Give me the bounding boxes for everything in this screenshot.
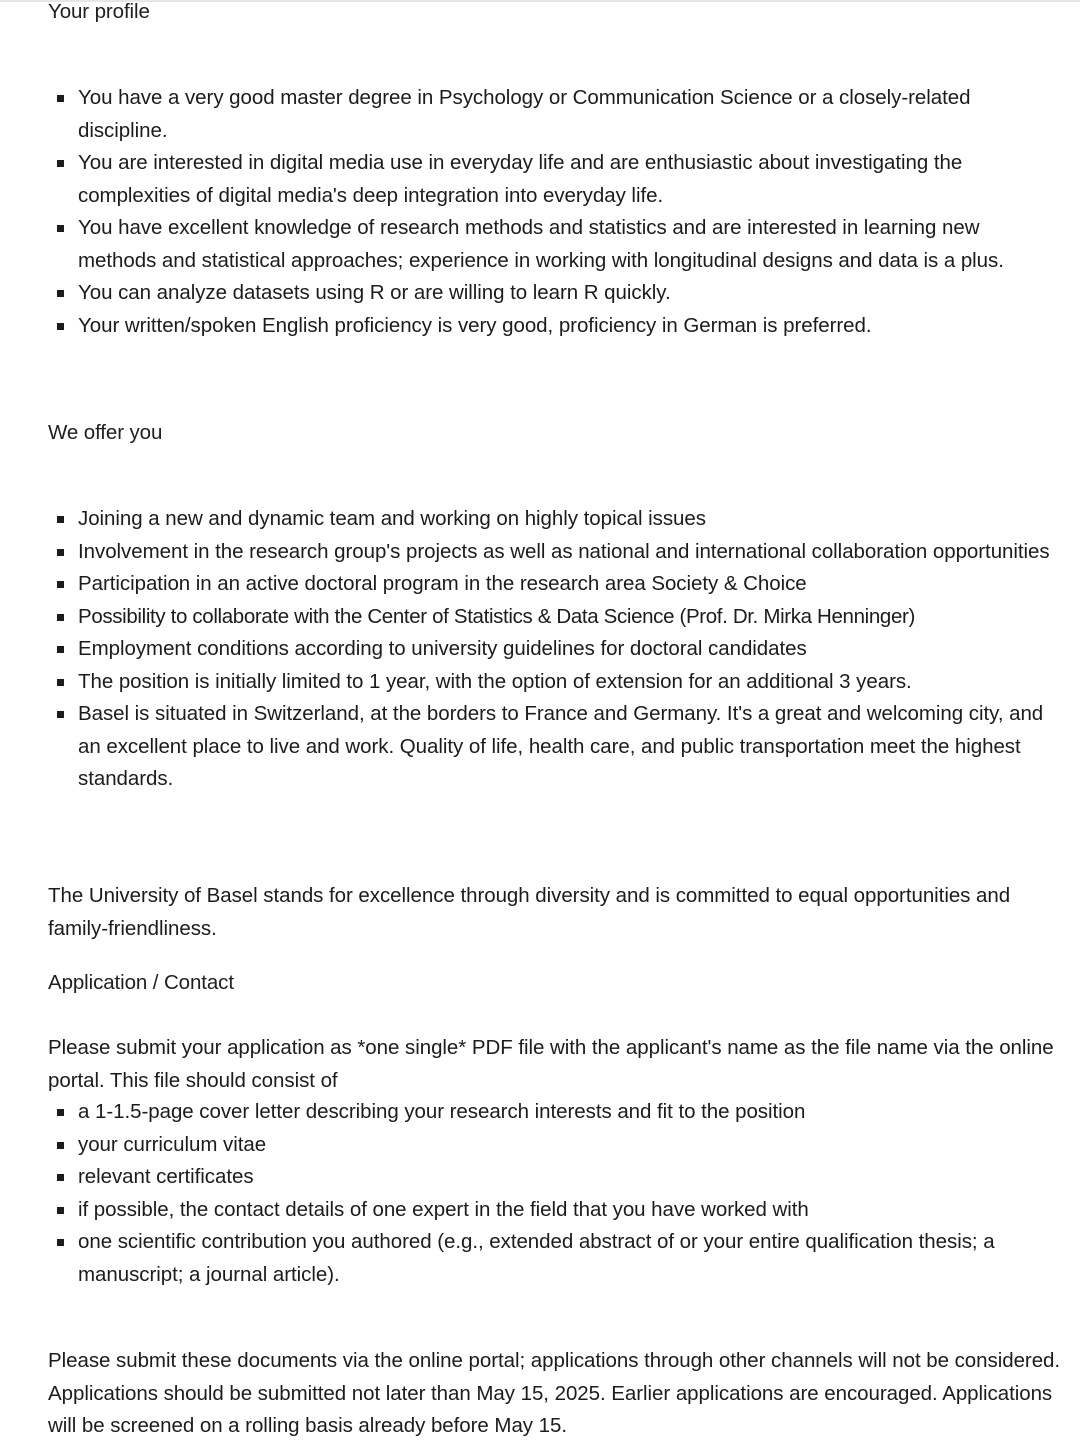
profile-heading: Your profile [48, 0, 150, 23]
application-closing: Please submit these documents via the online portal; applications through other channels will not be considered. Applications should be submitted not later than May 15, 2025. Earlier applications are encouraged. Applications will be screened on a rolling basis already before May 15. [48, 1349, 1061, 1437]
list-item-text: Joining a new and dynamic team and working on highly topical issues [78, 507, 706, 530]
list-item [0, 666, 1080, 699]
application-heading: Application / Contact [48, 971, 234, 994]
list-item [0, 698, 1080, 796]
list-item-text: your curriculum vitae [78, 1132, 267, 1156]
bullet-icon [57, 160, 64, 167]
bullet-icon [57, 1174, 64, 1181]
bullet-icon [57, 679, 64, 686]
list-item-text: You can analyze datasets using R or are willing to learn R quickly. [78, 281, 671, 304]
list-item-text: Participation in an active doctoral program in the research area Society & Choice [78, 572, 807, 595]
bullet-icon [57, 549, 64, 556]
list-item [0, 212, 1080, 277]
list-item-text: Basel is situated in Switzerland, at the borders to France and Germany. It's a great and welcoming city, and an excellent place to live and work. Quality of life, health care, and public transportation meet the highest standards. [78, 702, 1044, 790]
bullet-icon [57, 711, 64, 718]
list-item-text: Your written/spoken English proficiency is very good, proficiency in German is preferred. [78, 313, 872, 337]
list-item [0, 1226, 1080, 1291]
bullet-icon [57, 95, 64, 102]
list-item-text: Possibility to collaborate with the Center of Statistics & Data Science (Prof. Dr. Mirka Henninger) [78, 604, 915, 628]
bullet-icon [57, 614, 64, 621]
list-item [0, 601, 1080, 634]
list-item-text: relevant certificates [78, 1165, 254, 1188]
bullet-icon [57, 1142, 64, 1149]
application-intro: Please submit your application as *one single* PDF file with the applicant's name as the file name via the online portal. This file should consist of [48, 1036, 1054, 1092]
list-item-text: You have excellent knowledge of research methods and statistics and are interested in learning new methods and statistical approaches; experience in working with longitudinal designs and data is a plus. [78, 216, 1004, 272]
bullet-icon [57, 290, 64, 297]
list-item-text: The position is initially limited to 1 year, with the option of extension for an additional 3 years. [78, 669, 912, 693]
list-item-text: a 1-1.5-page cover letter describing your research interests and fit to the position [78, 1100, 806, 1123]
application-list [0, 1096, 1080, 1291]
top-divider [0, 0, 1080, 2]
diversity-statement: The University of Basel stands for excellence through diversity and is committed to equal opportunities and family-friendliness. [48, 884, 1011, 940]
list-item [0, 277, 1080, 310]
list-item [0, 503, 1080, 536]
list-item-text: You are interested in digital media use in everyday life and are enthusiastic about investigating the complexities of digital media's deep integration into everyday life. [78, 151, 963, 207]
list-item [0, 82, 1080, 147]
list-item-text: You have a very good master degree in Psychology or Communication Science or a closely-related discipline. [78, 86, 971, 142]
list-item [0, 1129, 1080, 1162]
list-item [0, 310, 1080, 343]
profile-list [0, 82, 1080, 342]
bullet-icon [57, 323, 64, 330]
bullet-icon [57, 1239, 64, 1246]
list-item [0, 633, 1080, 666]
bullet-icon [57, 516, 64, 523]
offer-list [0, 503, 1080, 796]
list-item [0, 536, 1080, 569]
list-item [0, 1161, 1080, 1194]
list-item-text: Involvement in the research group's projects as well as national and international collaboration opportunities [78, 539, 1050, 563]
bullet-icon [57, 646, 64, 653]
bullet-icon [57, 225, 64, 232]
bullet-icon [57, 1207, 64, 1214]
list-item [0, 568, 1080, 601]
list-item-text: Employment conditions according to university guidelines for doctoral candidates [78, 637, 807, 660]
list-item [0, 1194, 1080, 1227]
list-item-text: if possible, the contact details of one expert in the field that you have worked with [78, 1197, 809, 1221]
bullet-icon [57, 1109, 64, 1116]
list-item [0, 1096, 1080, 1129]
list-item-text: one scientific contribution you authored (e.g., extended abstract of or your entire qualification thesis; a manuscript; a journal article). [78, 1230, 995, 1286]
bullet-icon [57, 581, 64, 588]
list-item [0, 147, 1080, 212]
offer-heading: We offer you [48, 421, 163, 444]
